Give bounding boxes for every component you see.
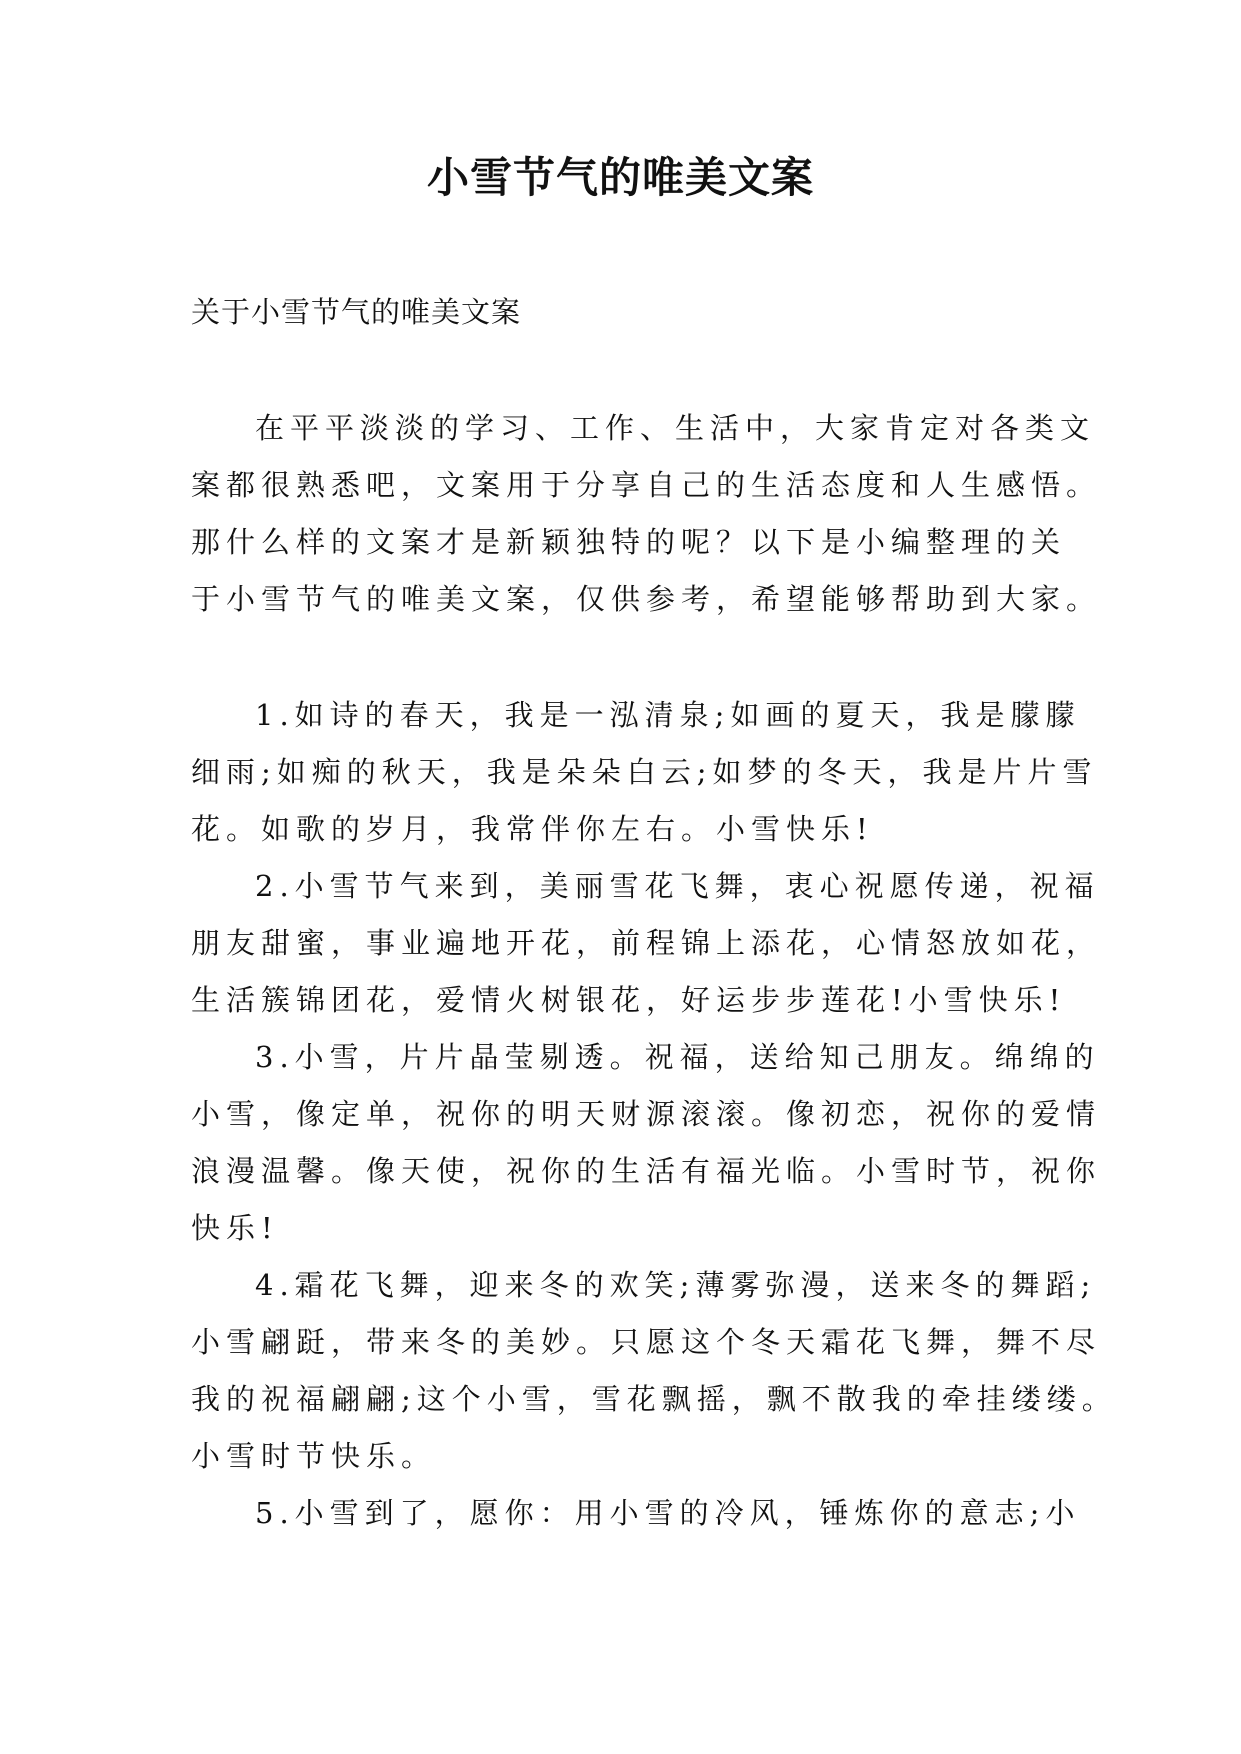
document-subtitle: 关于小雪节气的唯美文案 — [191, 295, 522, 329]
intro-paragraph — [191, 400, 1102, 628]
document-title: 小雪节气的唯美文案 — [426, 153, 814, 202]
item-1-line: 花。如歌的岁月，我常伴你左右。小雪快乐! — [191, 812, 874, 846]
item-1-line: 细雨;如痴的秋天，我是朵朵白云;如梦的冬天，我是片片雪 — [191, 755, 1098, 789]
paragraph-line: 案都很熟悉吧，文案用于分享自己的生活态度和人生感悟。 — [191, 468, 1102, 502]
paragraph-line: 于小雪节气的唯美文案，仅供参考，希望能够帮助到大家。 — [191, 582, 1102, 616]
item-4-line: 小雪翩跹，带来冬的美妙。只愿这个冬天霜花飞舞，舞不尽 — [191, 1325, 1102, 1359]
item-4-line: 4.霜花飞舞，迎来冬的欢笑;薄雾弥漫，送来冬的舞蹈; — [255, 1268, 1097, 1302]
item-2-line: 朋友甜蜜，事业遍地开花，前程锦上添花，心情怒放如花， — [191, 926, 1102, 960]
item-3-line: 快乐! — [191, 1211, 279, 1245]
item-3-line: 小雪，像定单，祝你的明天财源滚滚。像初恋，祝你的爱情 — [191, 1097, 1102, 1131]
item-3-line: 3.小雪，片片晶莹剔透。祝福，送给知己朋友。绵绵的 — [255, 1040, 1100, 1074]
item-4-line: 我的祝福翩翩;这个小雪，雪花飘摇，飘不散我的牵挂缕缕。 — [191, 1382, 1117, 1416]
paragraph-line: 在平平淡淡的学习、工作、生活中，大家肯定对各类文 — [255, 411, 1096, 445]
item-3-line: 浪漫温馨。像天使，祝你的生活有福光临。小雪时节，祝你 — [191, 1154, 1102, 1188]
item-2-line: 2.小雪节气来到，美丽雪花飞舞，衷心祝愿传递，祝福 — [255, 869, 1100, 903]
paragraph-line: 那什么样的文案才是新颖独特的呢？以下是小编整理的关 — [191, 525, 1067, 559]
item-4-line: 小雪时节快乐。 — [191, 1439, 437, 1473]
numbered-items — [191, 687, 1117, 1542]
item-5-line: 5.小雪到了，愿你：用小雪的冷风，锤炼你的意志;小 — [255, 1496, 1081, 1530]
item-2-line: 生活簇锦团花，爱情火树银花，好运步步莲花!小雪快乐! — [191, 983, 1067, 1017]
item-1-line: 1.如诗的春天，我是一泓清泉;如画的夏天，我是朦朦 — [255, 698, 1081, 732]
